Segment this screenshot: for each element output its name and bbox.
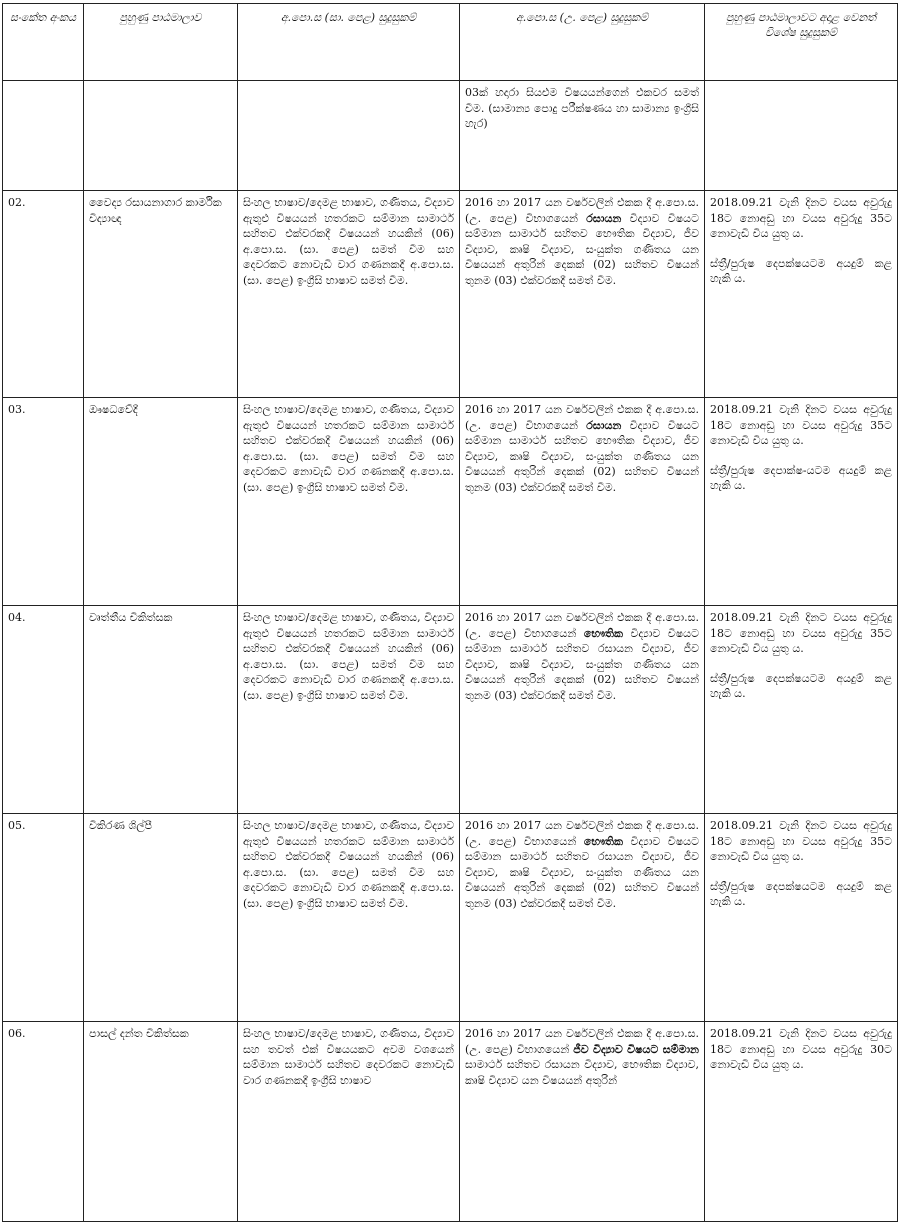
al-text-pre: 2016 හා 2017 යන වර්ෂවලින් එකක දී අ.පො.ස. (උ. පෙළ) විභාගයෙන් (465, 819, 699, 848)
al-subject-bold: රසායන (586, 418, 622, 432)
special-cell (705, 81, 898, 191)
table-row (3, 814, 898, 1022)
gender-note: ස්ත්‍රී/පුරුෂ දෙපක්ෂයටම අයදුම් කළ හැකි ය. (710, 256, 892, 286)
ol-cell: සිංහල භාෂාව/දෙමළ භාෂාව, ගණිතය, විද්‍යාව ඇතුළු විෂයයන් හතරකට සම්මාන සාමාර්ථ සහිතව එක්වරකදී විෂයයන් හයකින් (06) අ.පො.ස. (සා. පෙළ) සමත් වීම සහ දෙවරකට නොවැඩි වාර ගණනකදී අ.පො.ස. (සා. පෙළ) ඉංග්‍රීසි භාෂාව සමත් වීම. (238, 191, 460, 398)
header-code: සංකේත අංකය (3, 4, 84, 81)
al-text-pre: 2016 හා 2017 යන වර්ෂවලින් එකක දී අ.පො.ස. (උ. පෙළ) විභාගයෙන් (465, 611, 699, 640)
header-special-qualifications: පුහුණු පාඨමාලාවට අදාළ වෙනත් විශේෂ සුදුසුකම් (705, 4, 898, 81)
code-cell: 02. (3, 191, 84, 398)
ol-cell: සිංහල භාෂාව/දෙමළ භාෂාව, ගණිතය, විද්‍යාව ඇතුළු විෂයයන් හතරකට සම්මාන සාමාර්ථ සහිතව එක්වරකදී විෂයයන් හයකින් (06) අ.පො.ස. (සා. පෙළ) සමත් වීම සහ දෙවරකට නොවැඩි වාර ගණනකදී අ.පො.ස. (සා. පෙළ) ඉංග්‍රීසි භාෂාව සමත් වීම. (238, 814, 460, 1022)
al-cell (460, 81, 705, 191)
al-subject-bold: ජීව විද්‍යාව විෂයට සම්මාන (573, 1042, 699, 1056)
al-cell (460, 1022, 705, 1222)
course-cell: වෘත්තීය චිකිත්සක (84, 606, 238, 814)
header-row (3, 4, 898, 81)
al-text-pre: 2016 හා 2017 යන වර්ෂවලින් එකක දී අ.පො.ස. (උ. පෙළ) විභාගයෙන් (465, 196, 699, 225)
table-row-continuation (3, 81, 898, 191)
course-cell: වෛද්‍ය රසායනාගාර කාර්මික විද්‍යාඥ (84, 191, 238, 398)
al-text-post: විද්‍යාව විෂයට සම්මාන සාමාර්ථ සහිතව රසායන විද්‍යාව, ජීව විද්‍යාව, කෘෂි විද්‍යාව, සංයුක්ත ගණිතය යන විෂයයන් අතුරින් දෙකක් (02) සහිතව විෂයන් තුනම (03) එක්වරකදී සමත් වීම. (465, 834, 699, 910)
age-requirement: 2018.09.21 වැනි දිනට වයස අවුරුදු 18ට නොඅඩු හා වයස අවුරුදු 35ට නොවැඩි විය යුතු ය. (710, 611, 892, 656)
gender-note: ස්ත්‍රී/පුරුෂ දෙපක්ෂයටම අයදුම් කළ හැකි ය. (710, 879, 892, 909)
ol-cell: සිංහල භාෂාව/දෙමළ භාෂාව, ගණිතය, විද්‍යාව සහ තවත් එක් විෂයයකට අවම වශයෙන් සම්මාන සාමාර්ථ සහිතව දෙවරකට නොවැඩි වාර ගණනකදී ඉංග්‍රීසි භාෂාව (238, 1022, 460, 1222)
ol-cell (238, 81, 460, 191)
course-cell: විකිරණ ශිල්පී (84, 814, 238, 1022)
special-cell (705, 606, 898, 814)
age-requirement: 2018.09.21 වැනි දිනට වයස අවුරුදු 18ට නොඅඩු හා වයස අවුරුදු 30ට නොවැඩි විය යුතු ය. (710, 1027, 892, 1072)
al-text-post: සාමාර්ථ සහිතව රසායන විද්‍යාව, භෞතික විද්‍යාව, කෘෂි විද්‍යාව යන විෂයයන් අතුරින් (465, 1058, 699, 1087)
ol-cell: සිංහල භාෂාව/දෙමළ භාෂාව, ගණිතය, විද්‍යාව ඇතුළු විෂයයන් හතරකට සම්මාන සාමාර්ථ සහිතව එක්වරකදී විෂයයන් හයකින් (06) අ.පො.ස. (සා. පෙළ) සමත් වීම සහ දෙවරකට නොවැඩි වාර ගණනකදී අ.පො.ස. (සා. පෙළ) ඉංග්‍රීසි භාෂාව සමත් වීම. (238, 398, 460, 606)
code-cell: 03. (3, 398, 84, 606)
gender-note: ස්ත්‍රී/පුරුෂ දෙපක්ෂයටම අයදුම් කළ හැකි ය. (710, 671, 892, 701)
ol-cell: සිංහල භාෂාව/දෙමළ භාෂාව, ගණිතය, විද්‍යාව ඇතුළු විෂයයන් හතරකට සම්මාන සාමාර්ථ සහිතව එක්වරකදී විෂයයන් හයකින් (06) අ.පො.ස. (සා. පෙළ) සමත් වීම සහ දෙවරකට නොවැඩි වාර ගණනකදී අ.පො.ස. (සා. පෙළ) ඉංග්‍රීසි භාෂාව සමත් වීම. (238, 606, 460, 814)
al-cell (460, 606, 705, 814)
special-cell (705, 814, 898, 1022)
header-al-qualifications: අ.පො.ස (උ. පෙළ) සුදුසුකම් (460, 4, 705, 81)
code-cell: 05. (3, 814, 84, 1022)
course-cell: ඖෂධවේදී (84, 398, 238, 606)
al-cell (460, 191, 705, 398)
qualifications-table (2, 3, 898, 1222)
al-subject-bold: භෞතික (583, 626, 623, 640)
al-subject-bold: රසායන (586, 211, 622, 225)
al-cell (460, 814, 705, 1022)
code-cell: 06. (3, 1022, 84, 1222)
al-text: 03ක් හදාරා සියළුම විෂයයන්ගෙන් එකවර සමත් වීම. (සාමාන්‍ය පොදු පරීක්ෂණය හා සාමාන්‍ය ඉංග්‍රීසි හැර) (465, 86, 699, 131)
special-cell (705, 1022, 898, 1222)
al-text-pre: 2016 හා 2017 යන වර්ෂවලින් එකක දී අ.පො.ස. (උ. පෙළ) විභාගයෙන් (465, 403, 699, 432)
al-text-pre: 2016 හා 2017 යන වර්ෂවලින් එකක දී අ.පො.ස. (උ. පෙළ) විභාගයෙන් (465, 1027, 699, 1056)
special-cell (705, 191, 898, 398)
code-cell (3, 81, 84, 191)
age-requirement: 2018.09.21 වැනි දිනට වයස අවුරුදු 18ට නොඅඩු හා වයස අවුරුදු 35ට නොවැඩි විය යුතු ය. (710, 819, 892, 864)
age-requirement: 2018.09.21 වැනි දිනට වයස අවුරුදු 18ට නොඅඩු හා වයස අවුරුදු 35ට නොවැඩි විය යුතු ය. (710, 196, 892, 241)
table-row (3, 191, 898, 398)
course-cell: පාසල් දන්ත චිකිත්සක (84, 1022, 238, 1222)
course-cell (84, 81, 238, 191)
table-row (3, 1022, 898, 1222)
header-course: පුහුණු පාඨමාලාව (84, 4, 238, 81)
code-cell: 04. (3, 606, 84, 814)
al-text-post: විද්‍යාව විෂයට සම්මාන සාමාර්ථ සහිතව භෞතික විද්‍යාව, ජීව විද්‍යාව, කෘෂි විද්‍යාව, සංයුක්ත ගණිතය යන විෂයයන් අතුරින් දෙකක් (02) සහිතව විෂයන් තුනම (03) එක්වරකදී සමත් වීම. (465, 211, 699, 287)
special-cell (705, 398, 898, 606)
al-subject-bold: භෞතික (583, 834, 623, 848)
header-ol-qualifications: අ.පො.ස (සා. පෙළ) සුදුසුකම් (238, 4, 460, 81)
table-row (3, 606, 898, 814)
al-text-post: විද්‍යාව විෂයට සම්මාන සාමාර්ථ සහිතව රසායන විද්‍යාව, ජීව විද්‍යාව, කෘෂි විද්‍යාව, සංයුක්ත ගණිතය යන විෂයයන් අතුරින් දෙකක් (02) සහිතව විෂයන් තුනම (03) එක්වරකදී සමත් වීම. (465, 626, 699, 702)
gender-note: ස්ත්‍රී/පුරුෂ දෙපාක්ෂ-යටම අයදුම් කළ හැකි ය. (710, 463, 892, 493)
age-requirement: 2018.09.21 වැනි දිනට වයස අවුරුදු 18ට නොඅඩු හා වයස අවුරුදු 35ට නොවැඩි විය යුතු ය. (710, 403, 892, 448)
al-cell (460, 398, 705, 606)
table-row (3, 398, 898, 606)
al-text-post: විද්‍යාව විෂයට සම්මාන සාමාර්ථ සහිතව භෞතික විද්‍යාව, ජීව විද්‍යාව, කෘෂි විද්‍යාව, සංයුක්ත ගණිතය යන විෂයයන් අතුරින් දෙකක් (02) සහිතව විෂයන් තුනම (03) එක්වරකදී සමත් වීම. (465, 418, 699, 494)
